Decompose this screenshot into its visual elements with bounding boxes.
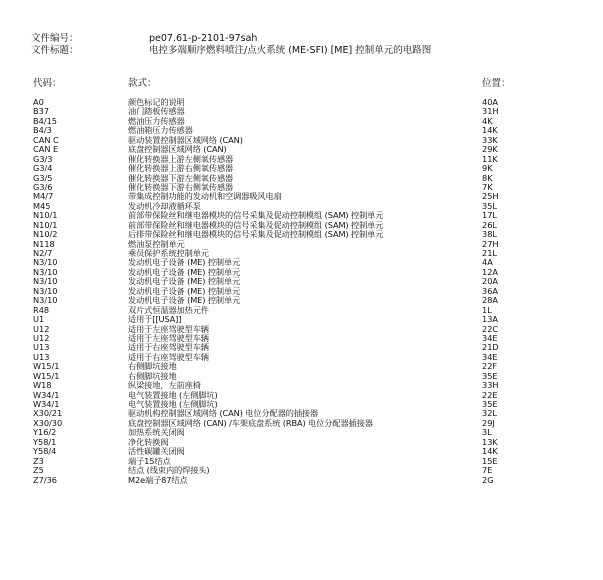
row-code: N2/7: [33, 248, 53, 258]
row-code: M4/7: [33, 191, 54, 202]
row-name: 底盘控制器区域网络 (CAN) /车架底盘系统 (RBA) 电位分配器插接器: [128, 417, 373, 428]
table-row: [0, 117, 603, 126]
row-name: 后排带保险丝和继电器模块的信号采集及促动控制模组 (SAM) 控制单元: [128, 229, 384, 240]
table-row: [0, 428, 603, 437]
table-row: [0, 249, 603, 258]
row-code: M45: [33, 200, 51, 211]
row-position: 4K: [482, 115, 493, 126]
row-position: 22F: [482, 361, 498, 372]
row-position: 25H: [482, 191, 499, 202]
row-position: 22C: [482, 323, 499, 334]
row-position: 26L: [482, 219, 497, 230]
table-row: [0, 381, 603, 390]
row-code: U1: [33, 314, 45, 325]
row-name: 发动机电子设备 (ME) 控制单元: [128, 276, 241, 287]
table-row: [0, 98, 603, 107]
table-row: [0, 155, 603, 164]
row-name: 活性碳罐关闭阀: [128, 446, 185, 457]
doc-number-value: pe07.61-p-2101-97sah: [149, 33, 258, 44]
table-row: [0, 240, 603, 249]
row-position: 8K: [482, 172, 493, 183]
table-row: [0, 287, 603, 296]
row-name: 发动机电子设备 (ME) 控制单元: [128, 257, 241, 268]
row-name: 带集成控制功能的发动机和空调器吸风电扇: [128, 191, 282, 202]
row-code: N3/10: [33, 276, 58, 287]
row-position: 29J: [482, 417, 495, 428]
table-row: [0, 476, 603, 485]
table-row: [0, 419, 603, 428]
table-row: [0, 296, 603, 305]
row-position: 20A: [482, 276, 499, 287]
row-code: G3/3: [33, 153, 53, 164]
row-name: 前部带保险丝和继电器模块的信号采集及促动控制模组 (SAM) 控制单元: [128, 219, 384, 230]
row-name: 发动机电子设备 (ME) 控制单元: [128, 285, 241, 296]
row-position: 7E: [482, 465, 493, 476]
row-code: Y58/4: [33, 446, 57, 457]
row-name: 燃油压力传感器: [128, 115, 185, 126]
row-code: Z7/36: [33, 474, 57, 485]
row-position: 12A: [482, 266, 499, 277]
row-code: A0: [33, 97, 44, 107]
row-code: G3/6: [33, 181, 53, 192]
header-name: 款式：: [128, 78, 157, 89]
row-position: 35E: [482, 399, 498, 409]
table-row: [0, 258, 603, 267]
row-position: 13A: [482, 314, 499, 325]
table-row: [0, 277, 603, 286]
row-name: 发动机冷却液循环泵: [128, 200, 201, 211]
component-table: [0, 98, 603, 485]
row-position: 35E: [482, 370, 498, 381]
row-code: U13: [33, 351, 50, 362]
row-name: 净化转换阀: [128, 436, 169, 447]
row-position: 22E: [482, 389, 498, 400]
row-position: 31H: [482, 106, 499, 117]
row-code: Y58/1: [33, 436, 57, 447]
row-name: 结点 (线束内的焊接头): [128, 465, 210, 476]
table-row: [0, 466, 603, 475]
doc-number-label: 文件编号：: [31, 33, 79, 44]
row-code: B4/3: [33, 125, 52, 136]
row-code: U12: [33, 323, 50, 334]
row-code: G3/5: [33, 172, 53, 183]
row-position: 38L: [482, 229, 497, 240]
table-row: [0, 306, 603, 315]
row-name: 发动机电子设备 (ME) 控制单元: [128, 295, 241, 306]
table-row: [0, 391, 603, 400]
table-row: [0, 183, 603, 192]
row-code: G3/4: [33, 163, 53, 174]
row-position: 15E: [482, 455, 498, 466]
row-name: 催化转换器上游左侧氧传感器: [128, 153, 234, 164]
row-position: 36A: [482, 285, 499, 296]
row-code: W34/1: [33, 389, 60, 400]
row-name: 适用于左座驾驶型车辆: [128, 323, 209, 334]
row-code: N10/2: [33, 229, 58, 240]
row-name: 前部带保险丝和继电器模块的信号采集及促动控制模组 (SAM) 控制单元: [128, 210, 384, 221]
table-row: [0, 372, 603, 381]
row-name: 纵梁接地，左前座椅: [128, 380, 201, 391]
row-position: 33H: [482, 380, 499, 391]
row-name: 端子15结点: [128, 455, 171, 466]
row-name: 电气装置接地 (左侧脚坑): [128, 399, 218, 409]
header-position: 位置：: [482, 78, 511, 89]
row-position: 9K: [482, 163, 493, 174]
row-position: 3L: [482, 427, 492, 438]
doc-title-label: 文件标题：: [31, 45, 79, 56]
row-code: B37: [33, 106, 50, 117]
row-code: N118: [33, 238, 55, 249]
table-row: [0, 107, 603, 116]
row-name: 油门踏板传感器: [128, 106, 185, 117]
row-position: 21D: [482, 342, 499, 353]
row-position: 33K: [482, 134, 498, 145]
table-row: [0, 362, 603, 371]
row-position: 27H: [482, 238, 499, 249]
row-name: 颜色标记的说明: [128, 97, 185, 107]
row-code: N10/1: [33, 210, 58, 221]
row-code: W15/1: [33, 370, 60, 381]
table-row: [0, 192, 603, 201]
row-code: W15/1: [33, 361, 60, 372]
doc-title-value: 电控多端顺序燃料喷注/点火系统 (ME-SFI) [ME] 控制单元的电路图: [149, 45, 432, 56]
row-position: 11K: [482, 153, 498, 164]
row-name: 催化转换器下游左侧氧传感器: [128, 172, 234, 183]
header-code: 代码：: [33, 78, 62, 89]
row-position: 40A: [482, 97, 499, 107]
row-position: 35L: [482, 200, 497, 211]
row-code: N10/1: [33, 219, 58, 230]
table-row: [0, 268, 603, 277]
row-name: 发动机电子设备 (ME) 控制单元: [128, 266, 241, 277]
table-header: [0, 75, 603, 88]
row-name: 催化转换器下游右侧氧传感器: [128, 181, 234, 192]
table-row: [0, 334, 603, 343]
row-name: 右侧脚坑接地: [128, 370, 177, 381]
row-code: R48: [33, 304, 50, 315]
row-position: 14K: [482, 446, 498, 457]
row-position: 13K: [482, 436, 498, 447]
table-row: [0, 353, 603, 362]
table-row: [0, 447, 603, 456]
row-code: N3/10: [33, 295, 58, 306]
row-name: 电气装置接地 (左侧脚坑): [128, 389, 218, 400]
row-name: 驱动机构控制器区域网络 (CAN) 电位分配器的插接器: [128, 408, 319, 419]
row-code: U13: [33, 342, 50, 353]
table-row: [0, 126, 603, 135]
table-row: [0, 136, 603, 145]
table-row: [0, 230, 603, 239]
row-position: 4A: [482, 257, 493, 268]
row-position: 17L: [482, 210, 497, 221]
row-name: 加热系统关闭阀: [128, 427, 185, 438]
row-position: 29K: [482, 144, 498, 155]
row-position: 32L: [482, 408, 497, 419]
row-code: W18: [33, 380, 52, 391]
table-row: [0, 457, 603, 466]
row-code: U12: [33, 332, 50, 343]
row-code: N3/10: [33, 266, 58, 277]
row-code: Y16/2: [33, 427, 57, 438]
table-row: [0, 438, 603, 447]
row-name: 适用于右座驾驶型车辆: [128, 351, 209, 362]
row-code: N3/10: [33, 285, 58, 296]
row-position: 1L: [482, 304, 492, 315]
table-row: [0, 343, 603, 352]
row-position: 34E: [482, 351, 498, 362]
row-code: W34/1: [33, 399, 60, 409]
row-name: 催化转换器上游右侧氧传感器: [128, 163, 234, 174]
row-code: Z5: [33, 465, 44, 476]
row-name: M2e端子87结点: [128, 474, 188, 485]
row-name: 底盘控制器区域网络 (CAN): [128, 144, 227, 155]
row-position: 2G: [482, 474, 494, 485]
row-position: 34E: [482, 332, 498, 343]
row-name: 燃油泵控制单元: [128, 238, 185, 249]
row-name: 适用于右座驾驶型车辆: [128, 342, 209, 353]
table-row: [0, 174, 603, 183]
row-name: 右侧脚坑接地: [128, 361, 177, 372]
row-code: Z3: [33, 455, 44, 466]
row-code: X30/21: [33, 408, 63, 419]
row-position: 21L: [482, 248, 497, 258]
table-row: [0, 164, 603, 173]
row-name: 双片式恒温器加热元件: [128, 304, 209, 315]
table-row: [0, 145, 603, 154]
row-code: N3/10: [33, 257, 58, 268]
row-code: X30/30: [33, 417, 63, 428]
row-name: 驱动装置控制器区域网络 (CAN): [128, 134, 243, 145]
row-name: 适用于[[USA]]: [128, 314, 182, 325]
row-position: 14K: [482, 125, 498, 136]
table-row: [0, 325, 603, 334]
row-position: 28A: [482, 295, 499, 306]
row-code: CAN E: [33, 144, 59, 155]
row-name: 燃油箱压力传感器: [128, 125, 193, 136]
row-code: CAN C: [33, 134, 59, 145]
row-name: 适用于左座驾驶型车辆: [128, 332, 209, 343]
row-position: 7K: [482, 181, 493, 192]
row-code: B4/15: [33, 115, 58, 126]
row-name: 乘员保护系统控制单元: [128, 248, 209, 258]
table-row: [0, 315, 603, 324]
